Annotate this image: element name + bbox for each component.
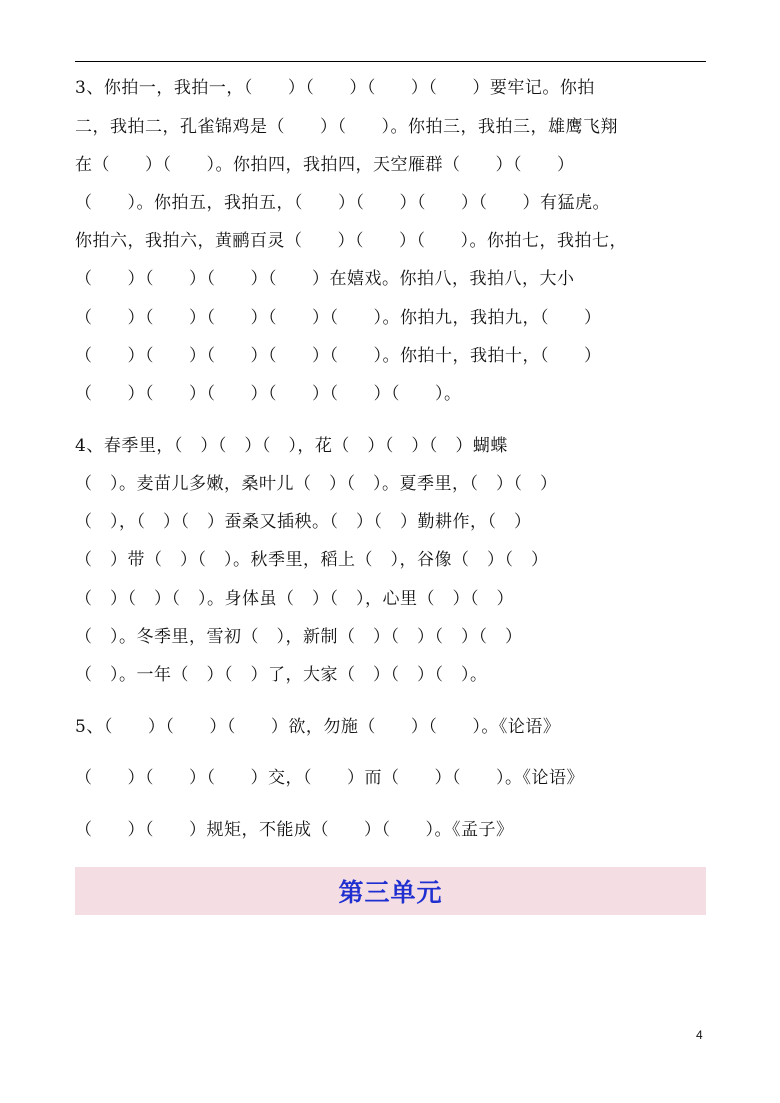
q4-line-5: （ ）（ ）（ ）。身体虽（ ）（ ），心里（ ）（ ） bbox=[75, 589, 514, 609]
q3-line-1: 3、你拍一，我拍一，（ ）（ ）（ ）（ ）要牢记。你拍 bbox=[75, 78, 595, 98]
q3-line-5: 你拍六，我拍六，黄鹂百灵（ ）（ ）（ ）。你拍七，我拍七， bbox=[75, 231, 627, 251]
q4-line-7: （ ）。一年（ ）（ ）了，大家（ ）（ ）（ ）。 bbox=[75, 665, 488, 685]
q3-line-4: （ ）。你拍五，我拍五，（ ）（ ）（ ）（ ）有猛虎。 bbox=[75, 193, 610, 213]
page-number: 4 bbox=[696, 1028, 703, 1042]
q5-line-3: （ ）（ ）规矩，不能成（ ）（ ）。《孟子》 bbox=[75, 820, 514, 840]
q3-line-8: （ ）（ ）（ ）（ ）（ ）。你拍十，我拍十，（ ） bbox=[75, 346, 602, 366]
section-title: 第三单元 bbox=[338, 878, 443, 907]
q4-line-6: （ ）。冬季里，雪初（ ），新制（ ）（ ）（ ）（ ） bbox=[75, 627, 523, 647]
q4-line-4: （ ）带（ ）（ ）。秋季里，稻上（ ），谷像（ ）（ ） bbox=[75, 550, 549, 570]
header-rule bbox=[75, 61, 706, 62]
q4-line-1: 4、春季里，（ ）（ ）（ ），花（ ）（ ）（ ）蝴蝶 bbox=[75, 436, 508, 456]
q3-line-7: （ ）（ ）（ ）（ ）（ ）。你拍九，我拍九，（ ） bbox=[75, 308, 602, 328]
q5-line-2: （ ）（ ）（ ）交，（ ）而（ ）（ ）。《论语》 bbox=[75, 768, 584, 788]
q4-line-2: （ ）。麦苗儿多嫩，桑叶儿（ ）（ ）。夏季里，（ ）（ ） bbox=[75, 474, 558, 494]
section-banner bbox=[75, 867, 706, 915]
q3-line-6: （ ）（ ）（ ）（ ）在嬉戏。你拍八，我拍八，大小 bbox=[75, 269, 575, 289]
q5-line-1: 5、（ ）（ ）（ ）欲，勿施（ ）（ ）。《论语》 bbox=[75, 717, 561, 737]
q3-line-2: 二，我拍二，孔雀锦鸡是（ ）（ ）。你拍三，我拍三，雄鹰飞翔 bbox=[75, 117, 618, 137]
q4-line-3: （ ），（ ）（ ）蚕桑又插秧。（ ）（ ）勤耕作，（ ） bbox=[75, 512, 532, 532]
q3-line-9: （ ）（ ）（ ）（ ）（ ）（ ）。 bbox=[75, 384, 462, 404]
q3-line-3: 在（ ）（ ）。你拍四，我拍四，天空雁群（ ）（ ） bbox=[75, 155, 575, 175]
